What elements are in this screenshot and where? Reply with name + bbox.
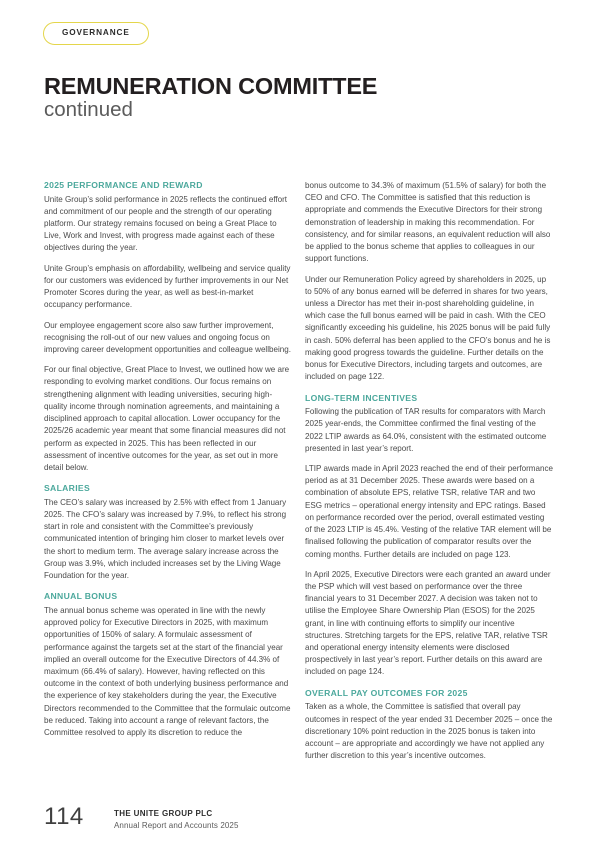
page-footer	[44, 805, 239, 831]
footer-text-block	[114, 805, 239, 831]
section-heading: SALARIES	[44, 483, 91, 494]
body-paragraph: The annual bonus scheme was operated in line with the newly approved policy for Executive Directors in 2025, with maximum opportunities of 150% of salary. A formulaic assessment of performance against the targets set at the start of the financial year implied an overall outcome for the Executive Directors of 44.3% of maximum (66.4% of salary). However, having reflected on this outcome in the context of both underlying business performance and the experience of key stakeholders during the year, the Executive Directors recommended to the Committee that the formulaic outcome be reduced. Taking into account a range of relevant factors, the Committee resolved to apply its discretion to reduce the	[44, 605, 291, 738]
left-column	[44, 180, 292, 739]
body-paragraph: Taken as a whole, the Committee is satisfied that overall pay outcomes in respect of the year ended 31 December 2025 – once the discretionary 10% point reduction in the 2025 bonus is taken into account – are appropriate and accordingly we have not applied any further discretion to this year’s incentive outcomes.	[305, 702, 553, 761]
right-column	[305, 180, 553, 762]
page-subtitle: continued	[44, 98, 133, 121]
section-badge-governance	[43, 22, 149, 45]
page-title: REMUNERATION COMMITTEE	[44, 73, 378, 99]
body-paragraph: Under our Remuneration Policy agreed by shareholders in 2025, up to 50% of any bonus earned will be deferred in shares for two years, unless a Director has met their in-post shareholding guideline, in which case the full bonus earned will be paid in cash. With the CEO significantly exceeding his guideline, his 2025 bonus will be paid fully in cash. 50% deferral has been applied to the CFO’s bonus and he is making good progress towards the guideline. Further details on the bonus for Executive Directors, including targets and outcomes, are included on page 122.	[305, 274, 551, 382]
footer-page-number: 114	[44, 803, 84, 830]
section-badge-label: GOVERNANCE	[62, 28, 130, 38]
body-paragraph: Unite Group’s solid performance in 2025 reflects the continued effort and commitment of our people and the strength of our operating platform. Our strategy remains focused on being a Great Place to Live, Work and Invest, with progress made against each of these objectives during the year.	[44, 194, 288, 253]
footer-company-name: THE UNITE GROUP PLC	[114, 809, 213, 818]
section-heading: ANNUAL BONUS	[44, 591, 118, 602]
section-heading: 2025 PERFORMANCE AND REWARD	[44, 180, 203, 190]
section-heading: LONG-TERM INCENTIVES	[305, 392, 418, 403]
body-paragraph: LTIP awards made in April 2023 reached the end of their performance period as at 31 December 2025. These awards were based on a combination of absolute EPS, relative TSR, relative TAR and two ESG metrics – operational energy intensity and EPC ratings. Based on performance recorded over the period, overall estimated vesting of the 2023 LTIP is 45.4%. Vesting of the relative TAR element will be finalised following the publication of comparator results over the coming months. Further details are included on page 123.	[305, 463, 553, 559]
footer-report-title: Annual Report and Accounts 2025	[114, 820, 239, 830]
body-paragraph: For our final objective, Great Place to Invest, we outlined how we are responding to evolving market conditions. Our focus remains on strengthening alignment with leading universities, securing high-quality income through nomination agreements, and maintaining a disciplined approach to capital allocation. Lower occupancy for the 2025/26 academic year meant that some financial measures did not perform as expected in 2025. This has been reflected in our assessment of incentive outcomes for the year, as set out in more detail below.	[44, 365, 290, 472]
body-paragraph: Following the publication of TAR results for comparators with March 2025 year-ends, the Committee confirmed the final vesting of the 2022 LTIP awards as 64.0%, consistent with the estimated outcome presented in last year’s report.	[305, 407, 547, 453]
body-paragraph: bonus outcome to 34.3% of maximum (51.5% of salary) for both the CEO and CFO. The Committee is satisfied that this reduction is appropriate and commends the Executive Directors for their strong demonstration of leadership in making this recommendation. For consistency, and for similar reasons, an equivalent reduction will also be applied to the bonus scheme that applies to colleagues in our support functions.	[305, 181, 551, 264]
body-paragraph: Unite Group’s emphasis on affordability, wellbeing and service quality for our customers was evidenced by further improvements in our Net Promoter Scores during the year, as well as best-in-market occupancy performance.	[44, 263, 291, 310]
body-paragraph: Our employee engagement score also saw further improvement, recognising the roll-out of our new values and ongoing focus on improving career development opportunities and colleague wellbeing.	[44, 320, 291, 354]
section-heading: OVERALL PAY OUTCOMES FOR 2025	[305, 687, 468, 698]
body-paragraph: In April 2025, Executive Directors were each granted an award under the PSP which will vest based on performance over the three financial years to 31 December 2027. A decision was taken not to utilise the Employee Share Ownership Plan (ESOS) for the 2025 grant, in line with continuing efforts to simplify our incentive structures. Stretching targets for the EPS, relative TAR, relative TSR and operational energy intensity elements were disclosed prospectively in last year’s report. Further details on this award are included on page 124.	[305, 569, 551, 677]
body-paragraph: The CEO’s salary was increased by 2.5% with effect from 1 January 2025. The CFO’s salary was increased by 7.9%, to reflect his strong start in role and consistent with the Committee’s previously communicated intention of bringing him closer to market levels over the short to medium term. The average salary increase across the Group was 3.9%, which included increases set by the Living Wage Foundation for the year.	[44, 497, 287, 581]
